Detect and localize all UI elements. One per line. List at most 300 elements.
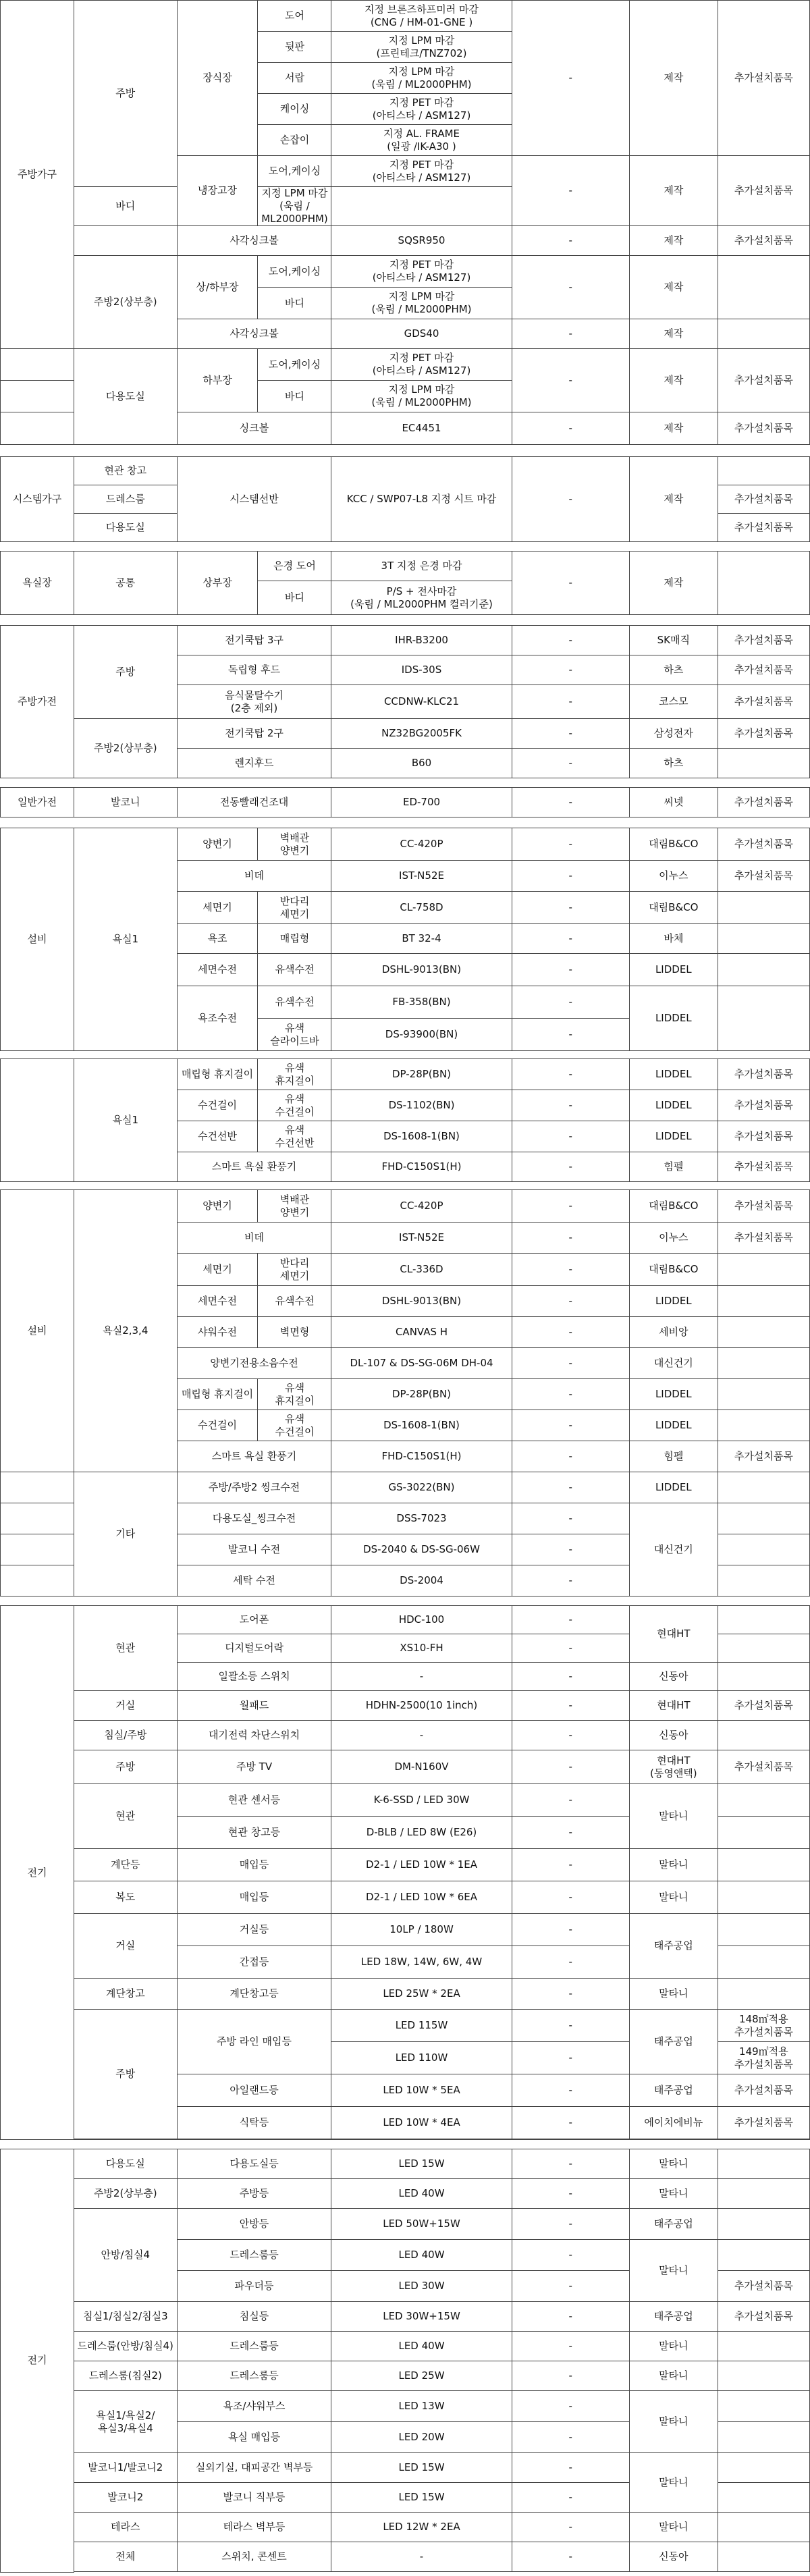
extra-install-tag: 추가설치품목 [718, 412, 809, 445]
dash: - [512, 2453, 629, 2483]
dash: - [512, 749, 629, 778]
model: IDS-30S [331, 655, 512, 685]
note-148: 148㎡적용 [739, 2012, 788, 2025]
extra-install-tag: 추가설치품목 [718, 655, 809, 685]
maker: 제작 [629, 319, 718, 349]
model: DS-1608-1(BN) [331, 1410, 512, 1441]
item-upper-lower-cabinet: 상/하부장 [177, 256, 258, 319]
item-dryer: 전동빨래건조대 [177, 788, 331, 817]
model: IST-N52E [331, 1223, 512, 1254]
spec: 3T 지정 은경 마감 [331, 552, 512, 581]
blank [1, 1059, 74, 1182]
maker: 씨넷 [629, 788, 718, 817]
dash: - [512, 2302, 629, 2332]
model: D2-1 / LED 10W * 6EA [331, 1881, 512, 1914]
dash: - [512, 685, 629, 719]
maker: 말타니 [629, 2361, 718, 2391]
room-kitchen: 주방 [74, 626, 178, 719]
item: 실외기실, 대피공간 벽부등 [177, 2453, 331, 2483]
extra-install-tag: 추가설치품목 [718, 626, 809, 655]
spec: P/S + 전사마감 (욱림 / ML2000PHM 컬러기준) [331, 581, 512, 615]
empty-tag [718, 457, 809, 485]
part: 뒷판 [258, 32, 331, 63]
empty-tag [718, 2542, 809, 2572]
model: LED 10W * 5EA [331, 2074, 512, 2107]
item-lower-cabinet: 하부장 [177, 349, 258, 412]
cat-equipment: 설비 [1, 828, 74, 1051]
dash: - [512, 2149, 629, 2179]
maker: 제작 [629, 349, 718, 412]
empty-tag [718, 2391, 809, 2422]
dash: - [512, 552, 629, 615]
maker: 제작 [629, 226, 718, 256]
cat-kitchen-furniture: 주방가구 [1, 1, 74, 349]
part: 서랍 [258, 63, 331, 94]
item: 드레스룸등 [177, 2332, 331, 2361]
maker: 말타니 [629, 2149, 718, 2179]
item: 주방 라인 매입등 [177, 2010, 331, 2074]
dash: - [512, 1784, 629, 1817]
model: LED 30W [331, 2271, 512, 2302]
spec: GDS40 [331, 319, 512, 349]
extra-install-tag: 추가설치품목 [718, 156, 809, 226]
maker: LIDDEL [629, 1121, 718, 1152]
sub: 반다리 세면기 [258, 1254, 331, 1286]
empty-tag [718, 1254, 809, 1286]
dash: - [512, 1410, 629, 1441]
dash: - [512, 2074, 629, 2107]
dash: - [512, 1634, 629, 1663]
item: 대기전력 차단스위치 [177, 1721, 331, 1750]
room-bath234: 욕실2,3,4 [74, 1190, 178, 1472]
dash: - [512, 226, 629, 256]
model: ED-700 [331, 788, 512, 817]
maker: 신동아 [629, 1663, 718, 1691]
spec: 지정 LPM 마감 (프린테크/TNZ702) [331, 32, 512, 63]
extra-install-tag: 추가설치품목 [718, 1152, 809, 1182]
model: DSHL-9013(BN) [331, 954, 512, 986]
empty-tag [718, 319, 809, 349]
model: LED 15W [331, 2149, 512, 2179]
dash: - [512, 1817, 629, 1849]
maker: 태주공업 [629, 2209, 718, 2240]
blank [1, 1472, 74, 1503]
maker: LIDDEL [629, 1472, 718, 1503]
part: 도어 [258, 1, 331, 32]
item: 매립형 휴지걸이 [177, 1059, 258, 1090]
item: 욕조 [177, 924, 258, 954]
item-display-cabinet: 장식장 [177, 1, 258, 156]
empty-tag [718, 2149, 809, 2179]
spacer [1, 2140, 810, 2149]
empty-tag [718, 1348, 809, 1379]
spec: 지정 LPM 마감 (욱림 / ML2000PHM) [331, 288, 512, 319]
part: 도어,케이싱 [258, 156, 331, 187]
model: IST-N52E [331, 861, 512, 892]
extra-install-tag: 추가설치품목 [718, 1750, 809, 1784]
maker: 대림B&CO [629, 828, 718, 861]
dash: - [512, 1121, 629, 1152]
empty-tag [718, 1379, 809, 1410]
model: 10LP / 180W [331, 1914, 512, 1946]
model: LED 110W [331, 2042, 512, 2074]
dash: - [512, 986, 629, 1019]
item: 스위치, 콘센트 [177, 2542, 331, 2572]
dash: - [512, 1534, 629, 1565]
empty-tag [718, 954, 809, 986]
blank [1, 1534, 74, 1565]
room-bath1: 욕실1 [74, 828, 178, 1051]
model: NZ32BG2005FK [331, 719, 512, 749]
maker: 제작 [629, 412, 718, 445]
model: K-6-SSD / LED 30W [331, 1784, 512, 1817]
empty-tag [718, 1565, 809, 1596]
dash: - [512, 655, 629, 685]
extra-install-tag [718, 2010, 809, 2042]
maker: 현대HT [629, 1606, 718, 1663]
dash: - [512, 1254, 629, 1286]
empty-tag [718, 256, 809, 319]
maker: 말타니 [629, 2391, 718, 2453]
dash: - [512, 924, 629, 954]
maker: 태주공업 [629, 2302, 718, 2332]
model: LED 115W [331, 2010, 512, 2042]
item-system-shelf: 시스템선반 [177, 457, 331, 542]
maker: 말타니 [629, 2453, 718, 2513]
model: DS-93900(BN) [331, 1019, 512, 1051]
part: 은경 도어 [258, 552, 331, 581]
extra-install-tag: 추가설치품목 [718, 2107, 809, 2139]
maker: LIDDEL [629, 954, 718, 986]
maker: LIDDEL [629, 1286, 718, 1317]
dash: - [512, 1565, 629, 1596]
maker: 제작 [629, 552, 718, 615]
room-hall: 복도 [74, 1881, 178, 1914]
maker: 이누스 [629, 861, 718, 892]
dash: - [512, 457, 629, 542]
sub: 매립형 [258, 924, 331, 954]
model: - [331, 1663, 512, 1691]
model: DL-107 & DS-SG-06M DH-04 [331, 1348, 512, 1379]
dash: - [512, 788, 629, 817]
empty-tag [718, 986, 809, 1051]
room-baths: 욕실1/욕실2/ 욕실3/욕실4 [74, 2391, 178, 2453]
room-utility: 다용도실 [74, 349, 178, 445]
extra-install-label: 추가설치품목 [734, 2025, 793, 2038]
model: FHD-C150S1(H) [331, 1152, 512, 1182]
maker: 바체 [629, 924, 718, 954]
item: 수건선반 [177, 1121, 258, 1152]
room-entrance: 현관 [74, 1784, 178, 1849]
room-balcony12: 발코니1/발코니2 [74, 2453, 178, 2483]
dash: - [512, 1190, 629, 1223]
extra-install-label: 추가설치품목 [734, 2058, 793, 2070]
dash: - [512, 1090, 629, 1121]
dash: - [512, 1019, 629, 1051]
dash: - [512, 2361, 629, 2391]
cat-kitchen-appliance: 주방가전 [1, 626, 74, 778]
item: 드레스룸등 [177, 2361, 331, 2391]
empty-tag [718, 2240, 809, 2271]
dash: - [512, 2391, 629, 2422]
spec: 지정 PET 마감 (아티스타 / ASM127) [331, 156, 512, 187]
model: DS-1102(BN) [331, 1090, 512, 1121]
model: D2-1 / LED 10W * 1EA [331, 1849, 512, 1881]
sub: 벽면형 [258, 1317, 331, 1348]
maker: 대림B&CO [629, 892, 718, 924]
empty-tag [718, 924, 809, 954]
item: 수건걸이 [177, 1410, 258, 1441]
note-149: 149㎡적용 [739, 2045, 788, 2058]
sub: 유색 수건선반 [258, 1121, 331, 1152]
empty-tag [718, 2179, 809, 2209]
item: 세탁 수전 [177, 1565, 331, 1596]
room: 드레스룸 [74, 485, 178, 514]
spec: EC4451 [331, 412, 512, 445]
dash: - [512, 719, 629, 749]
model: BT 32-4 [331, 924, 512, 954]
item: 식탁등 [177, 2107, 331, 2139]
model: LED 18W, 14W, 6W, 4W [331, 1946, 512, 1979]
maker: 현대HT (동영앤텍) [629, 1750, 718, 1784]
spec: 지정 PET 마감 (아티스타 / ASM127) [331, 256, 512, 288]
item: 양변기 [177, 828, 258, 861]
model: CL-336D [331, 1254, 512, 1286]
empty-tag [718, 1721, 809, 1750]
model: FB-358(BN) [331, 986, 512, 1019]
model: LED 13W [331, 2391, 512, 2422]
dash: - [512, 1223, 629, 1254]
item: 월패드 [177, 1691, 331, 1721]
empty-tag [718, 749, 809, 778]
item: 계단창고등 [177, 1979, 331, 2010]
item: 매입등 [177, 1881, 331, 1914]
item-square-sink: 사각싱크볼 [177, 319, 331, 349]
blank [1, 412, 74, 445]
dash: - [512, 2422, 629, 2453]
extra-install-tag: 추가설치품목 [718, 349, 809, 412]
item: 욕조수전 [177, 986, 258, 1051]
spacer [74, 2572, 810, 2573]
sub: 벽배관 양변기 [258, 828, 331, 861]
maker: 태주공업 [629, 2010, 718, 2074]
blank [1, 349, 74, 381]
room: 다용도실 [74, 514, 178, 542]
model: DM-N160V [331, 1750, 512, 1784]
empty-tag [718, 1784, 809, 1817]
extra-install-tag: 추가설치품목 [718, 1121, 809, 1152]
dash: - [512, 412, 629, 445]
item: 매립형 휴지걸이 [177, 1379, 258, 1410]
item: 발코니 수전 [177, 1534, 331, 1565]
maker: LIDDEL [629, 1379, 718, 1410]
room-bath1: 욕실1 [74, 1059, 178, 1182]
empty-tag [718, 1472, 809, 1503]
item: 샤워수전 [177, 1317, 258, 1348]
model: DS-2040 & DS-SG-06W [331, 1534, 512, 1565]
item: 렌지후드 [177, 749, 331, 778]
dash: - [512, 861, 629, 892]
item: 세면수전 [177, 1286, 258, 1317]
room-entrance: 현관 [74, 1606, 178, 1691]
item-square-sink: 사각싱크볼 [177, 226, 331, 256]
item-sink: 싱크볼 [177, 412, 331, 445]
maker: 말타니 [629, 1979, 718, 2010]
item: 비데 [177, 1223, 331, 1254]
sub: 벽배관 양변기 [258, 1190, 331, 1223]
dash: - [512, 2010, 629, 2042]
spacer [1, 1182, 810, 1190]
model: DS-1608-1(BN) [331, 1121, 512, 1152]
dash: - [512, 1721, 629, 1750]
item: 음식물탈수기 (2층 제외) [177, 685, 331, 719]
sub: 유색 휴지걸이 [258, 1059, 331, 1090]
dash: - [512, 1881, 629, 1914]
model: IHR-B3200 [331, 626, 512, 655]
empty-tag [718, 2422, 809, 2453]
blank [1, 381, 74, 412]
maker: 말타니 [629, 2240, 718, 2302]
extra-install-tag: 추가설치품목 [718, 1, 809, 156]
room-utility: 다용도실 [74, 2149, 178, 2179]
maker: 삼성전자 [629, 719, 718, 749]
item: 스마트 욕실 환풍기 [177, 1152, 331, 1182]
item: 거실등 [177, 1914, 331, 1946]
model: CL-758D [331, 892, 512, 924]
sub: 유색 슬라이드바 [258, 1019, 331, 1051]
extra-install-tag: 추가설치품목 [718, 828, 809, 861]
room-etc: 기타 [74, 1472, 178, 1596]
dash: - [512, 319, 629, 349]
empty-tag [718, 1979, 809, 2010]
model: DSHL-9013(BN) [331, 1286, 512, 1317]
dash: - [512, 1472, 629, 1503]
model: CC-420P [331, 828, 512, 861]
extra-install-tag: 추가설치품목 [718, 685, 809, 719]
blank [1, 1503, 74, 1534]
maker: 힘펠 [629, 1152, 718, 1182]
empty-tag [718, 2453, 809, 2483]
maker: 태주공업 [629, 1914, 718, 1979]
item: 다용도실_씽크수전 [177, 1503, 331, 1534]
dash: - [512, 1691, 629, 1721]
item: 일괄소등 스위치 [177, 1663, 331, 1691]
item: 수건걸이 [177, 1090, 258, 1121]
maker: 하츠 [629, 655, 718, 685]
dash: - [512, 156, 629, 226]
empty-tag [718, 1317, 809, 1348]
part: 바디 [258, 581, 331, 615]
model: LED 10W * 4EA [331, 2107, 512, 2139]
sub: 유색수전 [258, 1286, 331, 1317]
room-kitchen2: 주방2(상부층) [74, 719, 178, 778]
model: LED 50W+15W [331, 2209, 512, 2240]
spacer [1, 778, 810, 788]
part: 케이싱 [258, 94, 331, 125]
item: 침실등 [177, 2302, 331, 2332]
dash: - [512, 1152, 629, 1182]
room-dress1: 드레스룸(안방/침실4) [74, 2332, 178, 2361]
room-kitchen: 주방 [74, 1750, 178, 1784]
maker: 제작 [629, 256, 718, 319]
dash: - [512, 1059, 629, 1090]
spacer [1, 1051, 810, 1059]
maker: 제작 [629, 156, 718, 226]
item: 세면기 [177, 892, 258, 924]
dash: - [512, 1750, 629, 1784]
room: 현관 창고 [74, 457, 178, 485]
empty-tag [718, 1881, 809, 1914]
empty-tag [718, 1849, 809, 1881]
empty-tag [718, 2483, 809, 2513]
spacer [1, 615, 810, 626]
extra-install-tag: 추가설치품목 [718, 226, 809, 256]
empty-tag [718, 892, 809, 924]
model: CANVAS H [331, 1317, 512, 1348]
blank [74, 226, 178, 256]
maker: 현대HT [629, 1691, 718, 1721]
maker: LIDDEL [629, 1090, 718, 1121]
maker: 대신건기 [629, 1503, 718, 1596]
dash: - [512, 1503, 629, 1534]
spec: SQSR950 [331, 226, 512, 256]
extra-install-tag: 추가설치품목 [718, 1691, 809, 1721]
model: CCDNW-KLC21 [331, 685, 512, 719]
empty-tag [718, 1410, 809, 1441]
room-kitchen: 주방 [74, 2010, 178, 2139]
maker: 세비앙 [629, 1317, 718, 1348]
item: 욕조/샤워부스 [177, 2391, 331, 2422]
model: LED 25W * 2EA [331, 1979, 512, 2010]
dash: - [512, 1914, 629, 1946]
cat-bath-cabinet: 욕실장 [1, 552, 74, 615]
model: LED 40W [331, 2179, 512, 2209]
item-upper-cabinet: 상부장 [177, 552, 258, 615]
item: 양변기전용소음수전 [177, 1348, 331, 1379]
maker: 신동아 [629, 2542, 718, 2572]
maker: 제작 [629, 1, 718, 156]
room-beds: 침실1/침실2/침실3 [74, 2302, 178, 2332]
part: 바디 [258, 381, 331, 412]
maker: LIDDEL [629, 1059, 718, 1090]
sub: 유색수전 [258, 986, 331, 1019]
cat-equipment: 설비 [1, 1190, 74, 1472]
model: B60 [331, 749, 512, 778]
spacer [1, 445, 810, 457]
dash: - [512, 626, 629, 655]
spec: 지정 AL. FRAME (일광 /IK-A30 ) [331, 125, 512, 156]
dash: - [512, 954, 629, 986]
maker: 말타니 [629, 2513, 718, 2542]
dash: - [512, 2179, 629, 2209]
dash: - [512, 1606, 629, 1634]
maker: 코스모 [629, 685, 718, 719]
dash: - [512, 1, 629, 156]
dash: - [512, 2209, 629, 2240]
maker: LIDDEL [629, 1410, 718, 1441]
item: 주방 TV [177, 1750, 331, 1784]
maker: 제작 [629, 457, 718, 542]
empty-tag [718, 552, 809, 615]
item: 주방등 [177, 2179, 331, 2209]
room-balcony2: 발코니2 [74, 2483, 178, 2513]
spec: 지정 PET 마감 (아티스타 / ASM127) [331, 94, 512, 125]
extra-install-tag: 추가설치품목 [718, 861, 809, 892]
item: 현관 센서등 [177, 1784, 331, 1817]
spacer [1, 1596, 810, 1606]
item: 발코니 직부등 [177, 2483, 331, 2513]
part: 도어,케이싱 [258, 349, 331, 381]
